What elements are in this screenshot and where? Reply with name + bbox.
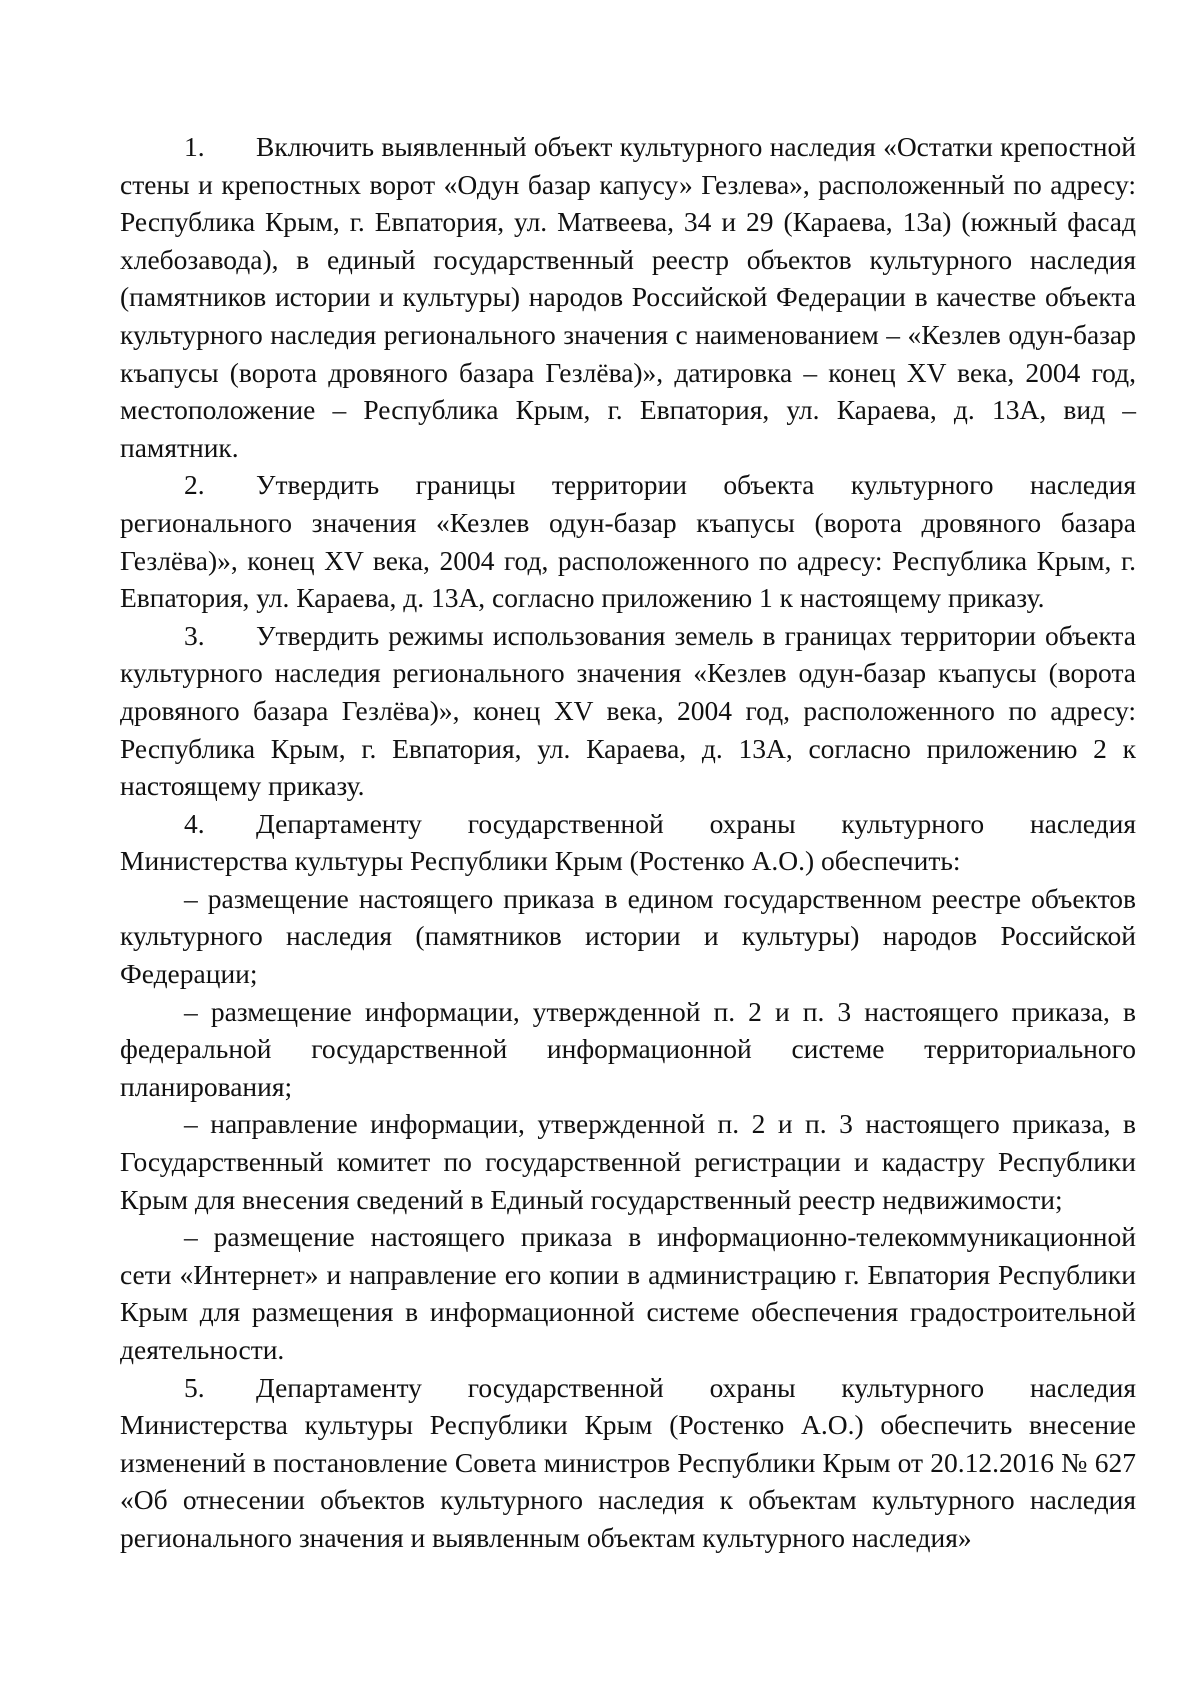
- clause-number: 3.: [184, 619, 205, 651]
- clause-text: Включить выявленный объект культурного наследия «Остатки крепостной стены и крепостных ворот «Одун базар капусу» Гезлева», расположенный по адресу: Республика Крым, г. Евпатория, ул. Матвеева, 34 и 29 (Караева, 13а) (южный фасад хлебозавода), в единый государственный реестр объектов культурного наследия (памятников истории и культуры) народов Российской Федерации в качестве объекта культурного наследия регионального значения с наименованием – «Кезлев одун-базар къапусы (ворота дровяного базара Гезлёва)», датировка – конец XV века, 2004 год, местоположение – Республика Крым, г. Евпатория, ул. Караева, д. 13А, вид – памятник.: [120, 131, 1136, 463]
- bullet-item: – размещение настоящего приказа в информационно-телекоммуникационной сети «Интернет» и направление его копии в администрацию г. Евпатория Республики Крым для размещения в информационной системе обеспечения градостроительной деятельности.: [120, 1221, 1136, 1365]
- clause-text: Утвердить режимы использования земель в границах территории объекта культурного наследия регионального значения «Кезлев одун-базар къапусы (ворота дровяного базара Гезлёва)», конец XV века, 2004 год, расположенного по адресу: Республика Крым, г. Евпатория, ул. Караева, д. 13А, согласно приложению 2 к настоящему приказу.: [120, 619, 1136, 802]
- bullet-item: – размещение информации, утвержденной п. 2 и п. 3 настоящего приказа, в федеральной государственной информационной системе территориального планирования;: [120, 995, 1136, 1102]
- clause-number: 4.: [184, 807, 205, 839]
- clause-1: [120, 128, 1136, 466]
- clause-4: [120, 805, 1136, 880]
- clause-2: [120, 466, 1136, 616]
- clause-text: Утвердить границы территории объекта культурного наследия регионального значения «Кезлев одун-базар къапусы (ворота дровяного базара Гезлёва)», конец XV века, 2004 год, расположенного по адресу: Республика Крым, г. Евпатория, ул. Караева, д. 13А, согласно приложению 1 к настоящему приказу.: [120, 469, 1136, 614]
- clause-number: 1.: [184, 131, 205, 162]
- clause-number: 5.: [184, 1371, 205, 1403]
- clause-text: Департаменту государственной охраны культурного наследия Министерства культуры Республики Крым (Ростенко А.О.) обеспечить внесение изменений в постановление Совета министров Республики Крым от 20.12.2016 № 627 «Об отнесении объектов культурного наследия к объектам культурного наследия регионального значения и выявленным объектам культурного наследия»: [120, 1371, 1136, 1553]
- clause-3: [120, 617, 1136, 805]
- bullet-item: – направление информации, утвержденной п. 2 и п. 3 настоящего приказа, в Государственный комитет по государственной регистрации и кадастру Республики Крым для внесения сведений в Единый государственный реестр недвижимости;: [120, 1108, 1136, 1215]
- clause-text: Департаменту государственной охраны культурного наследия Министерства культуры Республики Крым (Ростенко А.О.) обеспечить:: [120, 807, 1136, 877]
- bullet-item: – размещение настоящего приказа в едином государственном реестре объектов культурного наследия (памятников истории и культуры) народов Российской Федерации;: [120, 882, 1136, 990]
- clause-number: 2.: [184, 469, 205, 501]
- clause-5: [120, 1369, 1136, 1557]
- document-body: [120, 128, 1136, 1557]
